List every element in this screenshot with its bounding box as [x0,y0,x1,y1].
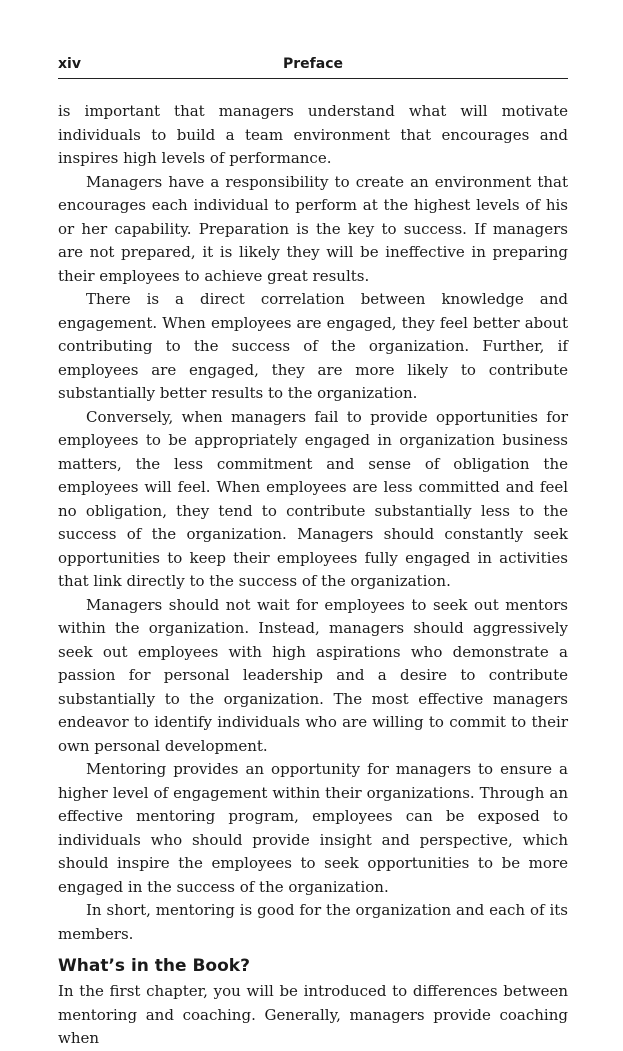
running-title: Preface [283,56,343,72]
page-number: xiv [58,56,81,72]
page-body [58,100,568,1051]
section-heading: What’s in the Book? [58,956,250,976]
paragraph-continued: is important that managers understand what will motivate individuals to build a team environment that encourages and inspires high levels of performance. [58,102,568,167]
paragraph: Conversely, when managers fail to provide opportunities for employees to be appropriately engaged in organization business matters, the less commitment and sense of obligation the employees will feel. When employees are less committed and feel no obligation, they tend to contribute substantially less to the success of the organization. Managers should constantly seek opportunities to keep their employees fully engaged in activities that link directly to the success of the organization. [58,407,568,590]
running-header [58,54,568,79]
paragraph: Managers have a responsibility to create an environment that encourages each individual to perform at the highest levels of his or her capability. Preparation is the key to success. If managers are not prepared, it is likely they will be ineffective in preparing their employees to achieve great results. [58,172,568,285]
paragraph: There is a direct correlation between knowledge and engagement. When employees are engaged, they feel better about contributing to the success of the organization. Further, if employees are engaged, they are more likely to contribute substantially better results to the organization. [58,290,568,402]
paragraph: Mentoring provides an opportunity for managers to ensure a higher level of engagement within their organizations. Through an effective mentoring program, employees can be exposed to individuals who should provide insight and perspective, which should inspire the employees to seek opportunities to be more engaged in the success of the organization. [58,760,568,896]
paragraph: In short, mentoring is good for the organization and each of its members. [58,901,568,943]
section-paragraph: In the first chapter, you will be introduced to differences between mentoring and coaching. Generally, managers provide coaching when [58,982,568,1047]
paragraph: Managers should not wait for employees to seek out mentors within the organization. Instead, managers should aggressively seek out employees with high aspirations who demonstrate a passion for personal leadership and a desire to contribute substantially to the organization. The most effective managers endeavor to identify individuals who are willing to commit to their own personal development. [58,595,568,755]
